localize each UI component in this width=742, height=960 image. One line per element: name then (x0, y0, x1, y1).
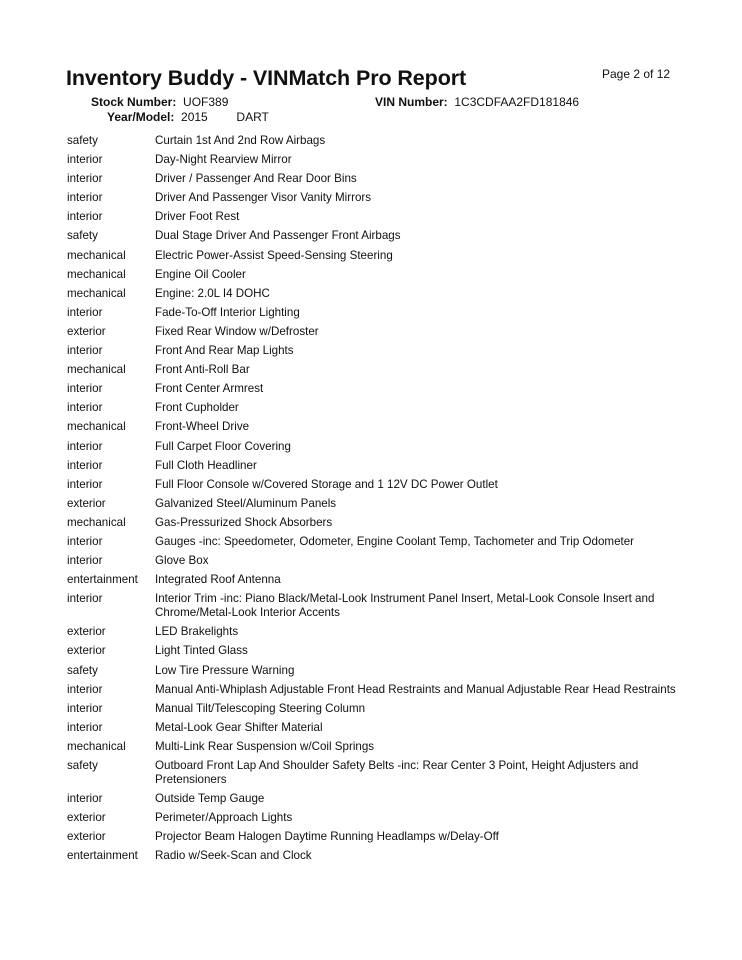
feature-row (67, 249, 677, 268)
feature-row (67, 644, 677, 663)
feature-category: interior (67, 720, 103, 734)
feature-category: interior (67, 554, 103, 568)
feature-row (67, 830, 677, 849)
feature-description: Dual Stage Driver And Passenger Front Airbags (155, 229, 401, 243)
vin-number (375, 95, 579, 109)
feature-description: Full Floor Console w/Covered Storage and 1 12V DC Power Outlet (155, 477, 498, 491)
feature-category: exterior (67, 324, 106, 338)
feature-description: Front And Rear Map Lights (155, 344, 294, 358)
feature-description: Curtain 1st And 2nd Row Airbags (155, 134, 326, 147)
feature-description: LED Brakelights (155, 625, 239, 639)
feature-category: interior (67, 305, 103, 319)
stock-number (91, 95, 228, 109)
feature-category: interior (67, 534, 103, 548)
feature-description: Full Cloth Headliner (155, 458, 257, 472)
feature-description: Front Center Armrest (155, 382, 264, 396)
feature-row (67, 792, 677, 811)
feature-description: Front Cupholder (155, 401, 239, 415)
feature-category: mechanical (67, 363, 126, 377)
feature-list (67, 134, 677, 868)
feature-category: interior (67, 458, 103, 472)
year-value: 2015 (181, 110, 208, 124)
feature-category: interior (67, 210, 103, 224)
page-number: Page 2 of 12 (602, 67, 671, 81)
feature-category: mechanical (67, 739, 126, 753)
feature-category: interior (67, 592, 103, 606)
feature-row (67, 440, 677, 459)
stock-label: Stock Number: (91, 95, 177, 109)
feature-description: Engine: 2.0L I4 DOHC (155, 286, 270, 300)
feature-category: interior (67, 344, 103, 358)
feature-category: interior (67, 477, 103, 491)
feature-description: Metal-Look Gear Shifter Material (155, 720, 323, 734)
feature-row (67, 420, 677, 439)
feature-category: exterior (67, 830, 106, 844)
feature-row (67, 516, 677, 535)
feature-row (67, 325, 677, 344)
feature-description: Manual Tilt/Telescoping Steering Column (155, 701, 366, 715)
feature-description: Gas-Pressurized Shock Absorbers (155, 515, 333, 529)
feature-row (67, 554, 677, 573)
model-value: DART (236, 110, 269, 124)
feature-description: Interior Trim -inc: Piano Black/Metal-Look Instrument Panel Insert, Metal-Look Console Insert and Chrome/Metal-Look Interior Accents (155, 592, 655, 620)
feature-row (67, 592, 677, 625)
vin-label: VIN Number: (375, 95, 448, 109)
feature-row (67, 573, 677, 592)
feature-description: Driver Foot Rest (155, 210, 240, 224)
feature-category: safety (67, 759, 98, 772)
feature-row (67, 664, 677, 683)
feature-description: Light Tinted Glass (155, 644, 248, 658)
feature-row (67, 478, 677, 497)
feature-category: mechanical (67, 248, 126, 262)
feature-category: interior (67, 191, 103, 205)
feature-row (67, 811, 677, 830)
feature-row (67, 759, 677, 792)
feature-row (67, 702, 677, 721)
feature-description: Driver And Passenger Visor Vanity Mirrors (155, 191, 372, 205)
feature-row (67, 401, 677, 420)
feature-description: Driver / Passenger And Rear Door Bins (155, 172, 357, 186)
feature-row (67, 535, 677, 554)
feature-category: interior (67, 382, 103, 396)
feature-category: interior (67, 682, 103, 696)
feature-row (67, 849, 677, 868)
feature-description: Glove Box (155, 554, 209, 568)
feature-category: entertainment (67, 573, 138, 587)
feature-description: Full Carpet Floor Covering (155, 439, 291, 453)
feature-row (67, 363, 677, 382)
feature-description: Electric Power-Assist Speed-Sensing Steering (155, 248, 393, 262)
feature-category: mechanical (67, 267, 126, 281)
feature-description: Radio w/Seek-Scan and Clock (155, 849, 312, 863)
feature-row (67, 210, 677, 229)
feature-category: exterior (67, 625, 106, 639)
feature-description: Perimeter/Approach Lights (155, 811, 293, 825)
feature-row (67, 306, 677, 325)
feature-category: interior (67, 792, 103, 806)
feature-row (67, 287, 677, 306)
feature-description: Front Anti-Roll Bar (155, 363, 250, 377)
feature-row (67, 344, 677, 363)
feature-category: interior (67, 401, 103, 415)
feature-category: interior (67, 172, 103, 186)
feature-category: safety (67, 663, 98, 677)
feature-description: Low Tire Pressure Warning (155, 663, 295, 677)
feature-description: Outside Temp Gauge (155, 792, 265, 806)
feature-row (67, 172, 677, 191)
feature-category: interior (67, 439, 103, 453)
feature-description: Projector Beam Halogen Daytime Running Headlamps w/Delay-Off (155, 830, 499, 844)
feature-row (67, 625, 677, 644)
feature-description: Fixed Rear Window w/Defroster (155, 324, 319, 338)
feature-row (67, 459, 677, 478)
feature-row (67, 721, 677, 740)
feature-row (67, 683, 677, 702)
feature-category: entertainment (67, 849, 138, 863)
feature-description: Multi-Link Rear Suspension w/Coil Springs (155, 739, 375, 753)
feature-row (67, 229, 677, 248)
feature-row (67, 191, 677, 210)
feature-description: Manual Anti-Whiplash Adjustable Front Head Restraints and Manual Adjustable Rear Head Restraints (155, 682, 676, 696)
vin-value: 1C3CDFAA2FD181846 (454, 95, 580, 109)
feature-category: exterior (67, 644, 106, 658)
feature-category: interior (67, 153, 103, 167)
year-label: Year/Model: (107, 110, 175, 124)
year-model (107, 110, 269, 124)
feature-description: Day-Night Rearview Mirror (155, 153, 292, 167)
feature-category: exterior (67, 811, 106, 825)
feature-category: exterior (67, 496, 106, 510)
feature-description: Gauges -inc: Speedometer, Odometer, Engine Coolant Temp, Tachometer and Trip Odometer (155, 534, 635, 548)
feature-description: Fade-To-Off Interior Lighting (155, 305, 300, 319)
feature-category: safety (67, 229, 98, 243)
stock-value: UOF389 (183, 95, 229, 109)
report-title: Inventory Buddy - VINMatch Pro Report (66, 66, 467, 90)
feature-description: Engine Oil Cooler (155, 267, 246, 281)
feature-category: interior (67, 701, 103, 715)
feature-row (67, 740, 677, 759)
feature-row (67, 382, 677, 401)
feature-row (67, 153, 677, 172)
feature-row (67, 134, 677, 153)
feature-category: mechanical (67, 286, 126, 300)
feature-category: safety (67, 134, 98, 147)
feature-description: Front-Wheel Drive (155, 420, 250, 434)
feature-description: Integrated Roof Antenna (155, 573, 281, 587)
feature-description: Outboard Front Lap And Shoulder Safety Belts -inc: Rear Center 3 Point, Height Adjusters and Pretensioners (155, 759, 639, 786)
feature-category: mechanical (67, 515, 126, 529)
feature-description: Galvanized Steel/Aluminum Panels (155, 496, 337, 510)
feature-category: mechanical (67, 420, 126, 434)
feature-row (67, 268, 677, 287)
feature-row (67, 497, 677, 516)
